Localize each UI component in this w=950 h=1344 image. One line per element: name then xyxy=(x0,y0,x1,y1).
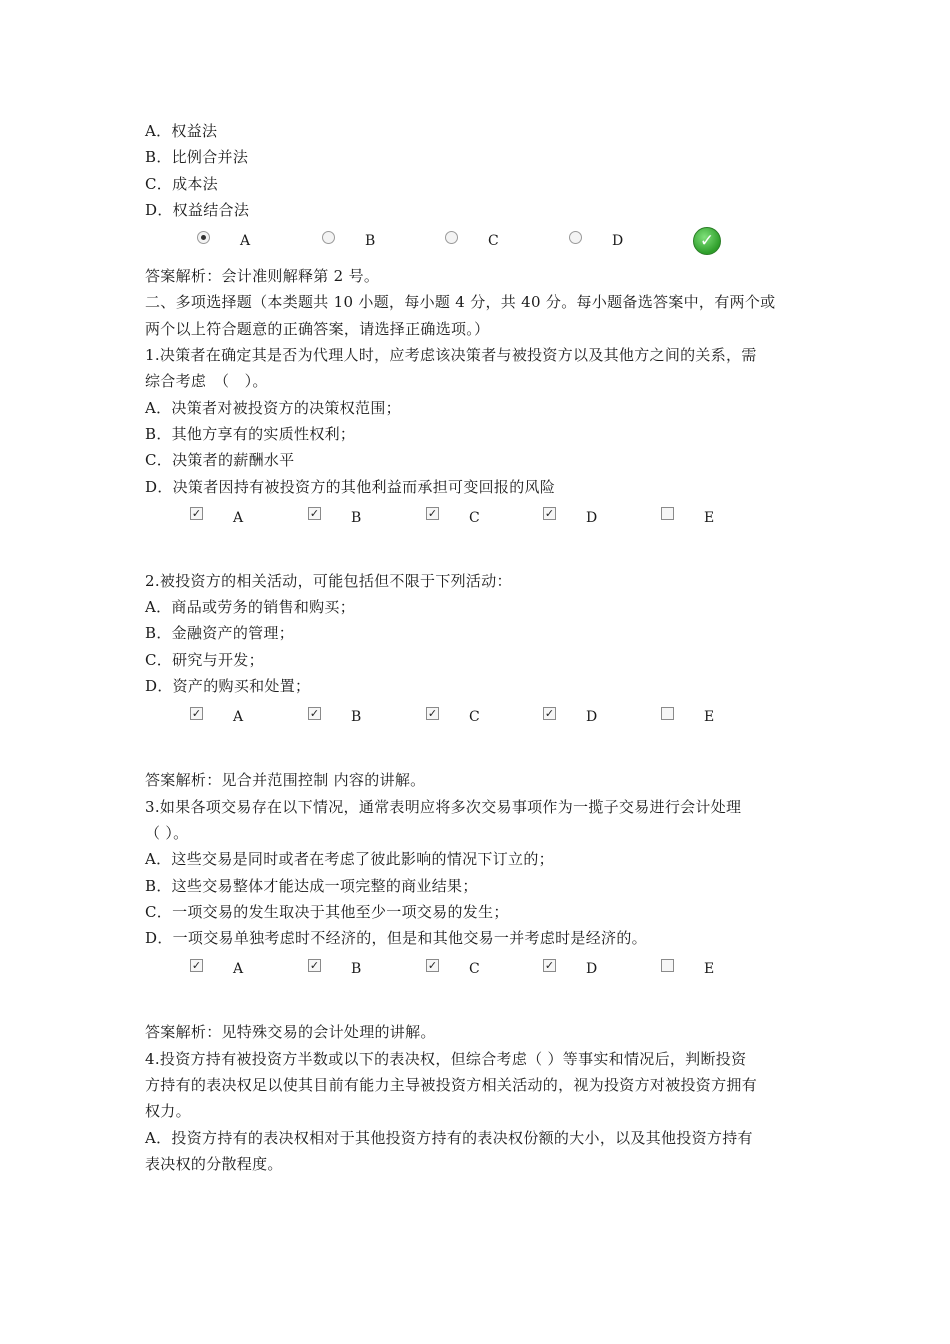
radio-icon[interactable] xyxy=(322,231,335,244)
checkbox-option-b[interactable] xyxy=(308,958,362,978)
checkbox-label: D xyxy=(586,709,598,726)
question-stem: （ ）。 xyxy=(145,823,189,842)
question-stem: 4.投资方持有被投资方半数或以下的表决权，但综合考虑（ ）等事实和情况后，判断投资 xyxy=(145,1049,747,1068)
checkbox-checked-icon[interactable]: ✓ xyxy=(544,507,555,521)
checkbox-checked-icon[interactable]: ✓ xyxy=(544,706,555,720)
question-stem: 3.如果各项交易存在以下情况，通常表明应将多次交易事项作为一揽子交易进行会计处理 xyxy=(145,797,742,816)
option-text: C．研究与开发； xyxy=(145,650,264,669)
checkbox-label: E xyxy=(704,509,715,526)
radio-icon[interactable] xyxy=(569,231,582,244)
question-stem: 2.被投资方的相关活动，可能包括但不限于下列活动： xyxy=(145,571,512,590)
checkbox-checked-icon[interactable]: ✓ xyxy=(309,958,320,972)
radio-option-b[interactable]: B xyxy=(322,233,375,249)
radio-selected-icon[interactable] xyxy=(197,231,210,244)
question-stem: 权力。 xyxy=(145,1102,191,1121)
checkbox-option-d[interactable] xyxy=(543,507,598,526)
checkbox-label: E xyxy=(704,961,715,978)
checkbox-label: B xyxy=(351,709,362,726)
checkbox-option-c[interactable] xyxy=(426,507,480,526)
option-text: 表决权的分散程度。 xyxy=(145,1154,283,1173)
section-header: 二、多项选择题（本类题共 10 小题，每小题 4 分，共 40 分。每小题备选答案中，有两个或 xyxy=(145,293,776,312)
answer-checkbox-group xyxy=(145,951,825,991)
checkbox-icon[interactable] xyxy=(661,959,674,972)
checkbox-option-d[interactable] xyxy=(543,706,598,726)
checkbox-label: B xyxy=(351,961,362,978)
checkbox-label: A xyxy=(233,961,244,978)
option-text: D．资产的购买和处置； xyxy=(145,677,311,696)
option-text: B．比例合并法 xyxy=(145,148,249,167)
radio-option-d[interactable]: D xyxy=(569,233,623,249)
question-stem: 1.决策者在确定其是否为代理人时，应考虑该决策者与被投资方以及其他方之间的关系，需 xyxy=(145,346,757,365)
checkbox-checked-icon[interactable]: ✓ xyxy=(427,958,438,972)
checkbox-option-a[interactable] xyxy=(190,706,244,726)
radio-option-c[interactable]: C xyxy=(445,233,499,249)
option-text: D．权益结合法 xyxy=(145,200,250,219)
checkbox-label: C xyxy=(469,509,480,526)
answer-checkbox-group xyxy=(145,500,825,540)
option-text: B．这些交易整体才能达成一项完整的商业结果； xyxy=(145,876,478,895)
checkbox-option-c[interactable] xyxy=(426,958,480,978)
checkbox-option-a[interactable] xyxy=(190,958,244,978)
section-header: 两个以上符合题意的正确答案，请选择正确选项。） xyxy=(145,319,490,338)
checkbox-icon[interactable] xyxy=(661,707,674,720)
checkbox-label: A xyxy=(233,709,244,726)
checkbox-checked-icon[interactable]: ✓ xyxy=(427,507,438,521)
checkbox-checked-icon[interactable]: ✓ xyxy=(427,706,438,720)
checkbox-label: D xyxy=(586,961,598,978)
checkbox-icon[interactable] xyxy=(661,507,674,520)
option-text: A．决策者对被投资方的决策权范围； xyxy=(145,398,401,417)
option-text: C．成本法 xyxy=(145,174,218,193)
checkbox-checked-icon[interactable]: ✓ xyxy=(544,958,555,972)
check-circle-icon: ✓ xyxy=(693,227,721,255)
option-text: C．一项交易的发生取决于其他至少一项交易的发生； xyxy=(145,902,509,921)
option-text: A．这些交易是同时或者在考虑了彼此影响的情况下订立的； xyxy=(145,850,554,869)
checkbox-checked-icon[interactable]: ✓ xyxy=(191,507,202,521)
question-stem: 方持有的表决权足以使其目前有能力主导被投资方相关活动的，视为投资方对被投资方拥有 xyxy=(145,1076,758,1095)
option-text: C．决策者的薪酬水平 xyxy=(145,451,295,470)
checkbox-label: A xyxy=(233,509,244,526)
checkbox-label: B xyxy=(351,509,362,526)
checkbox-option-e[interactable] xyxy=(661,709,714,725)
option-text: D．决策者因持有被投资方的其他利益而承担可变回报的风险 xyxy=(145,477,556,496)
answer-radio-group xyxy=(145,223,825,263)
checkbox-checked-icon[interactable]: ✓ xyxy=(309,507,320,521)
checkbox-option-a[interactable] xyxy=(190,507,244,526)
radio-option-a[interactable]: A xyxy=(197,233,250,249)
answer-checkbox-group xyxy=(145,699,825,739)
answer-explanation: 答案解析：会计准则解释第 2 号。 xyxy=(145,267,380,286)
option-text: A．权益法 xyxy=(145,122,218,140)
checkbox-label: C xyxy=(469,961,480,978)
option-text: A．投资方持有的表决权相对于其他投资方持有的表决权份额的大小，以及其他投资方持有 xyxy=(145,1128,753,1147)
checkbox-option-b[interactable] xyxy=(308,706,362,726)
checkbox-checked-icon[interactable]: ✓ xyxy=(191,706,202,720)
answer-explanation: 答案解析：见特殊交易的会计处理的讲解。 xyxy=(145,1023,436,1042)
checkbox-option-e[interactable] xyxy=(661,510,714,526)
checkbox-option-d[interactable] xyxy=(543,958,598,978)
document-page xyxy=(145,118,825,1177)
checkbox-option-b[interactable] xyxy=(308,507,362,526)
option-text: B．其他方享有的实质性权利； xyxy=(145,424,356,443)
question-stem: 综合考虑 （ ）。 xyxy=(145,372,268,391)
checkbox-label: C xyxy=(469,709,480,726)
option-text: B．金融资产的管理； xyxy=(145,624,295,643)
radio-icon[interactable] xyxy=(445,231,458,244)
checkbox-checked-icon[interactable]: ✓ xyxy=(309,706,320,720)
answer-explanation: 答案解析：见合并范围控制 内容的讲解。 xyxy=(145,771,426,790)
checkbox-label: E xyxy=(704,709,715,726)
checkbox-checked-icon[interactable]: ✓ xyxy=(191,958,202,972)
checkbox-label: D xyxy=(586,509,598,526)
checkbox-option-e[interactable] xyxy=(661,961,714,977)
option-text: D．一项交易单独考虑时不经济的，但是和其他交易一并考虑时是经济的。 xyxy=(145,929,647,948)
option-text: A．商品或劳务的销售和购买； xyxy=(145,598,356,617)
checkbox-option-c[interactable] xyxy=(426,706,480,726)
